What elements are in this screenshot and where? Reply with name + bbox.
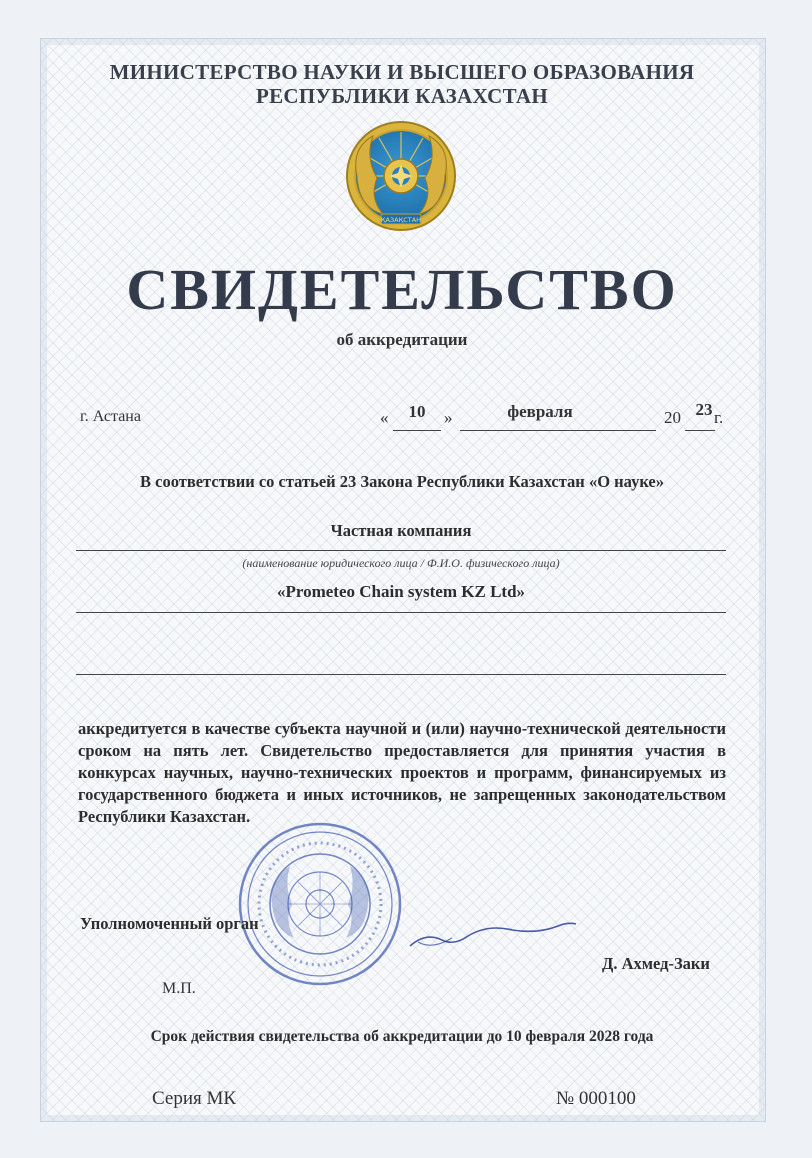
date-month: февраля (507, 402, 573, 421)
accreditation-text: аккредитуется в качестве субъекта научной и (или) научно-технической деятельности сроком на пять лет. Свидетельство предоставляется для принятия участия в конкурсах научных, научно-технических проектов и программ, финансируемых из государственного бюджета и иных источников, не запрещенных законодательством Республики Казахстан. (78, 719, 726, 826)
quote-close: » (444, 408, 453, 427)
month-underline (460, 430, 656, 431)
handwritten-signature (408, 912, 578, 960)
year-prefix: 20 (664, 408, 681, 427)
recipient-hint: (наименование юридического лица / Ф.И.О. физического лица) (242, 556, 560, 570)
date-year-suffix: 23 (695, 400, 713, 419)
certificate-number: № 000100 (556, 1088, 636, 1109)
recipient-name-underline (76, 612, 726, 613)
document-title: СВИДЕТЕЛЬСТВО (126, 257, 678, 322)
signatory-name: Д. Ахмед-Заки (602, 954, 710, 973)
date-day: 10 (408, 402, 426, 421)
recipient-type: Частная компания (330, 521, 472, 540)
recipient-name: «Prometeo Chain system KZ Ltd» (276, 582, 526, 601)
legal-basis: В соответствии со статьей 23 Закона Республики Казахстан «О науке» (139, 472, 664, 491)
official-round-stamp-icon (232, 820, 408, 988)
emblem-caption: ҚАЗАҚСТАН (380, 216, 422, 224)
authorized-body-label: Уполномоченный орган (80, 914, 259, 933)
city: г. Астана (80, 408, 141, 425)
blank-underline (76, 674, 726, 675)
day-underline (393, 430, 441, 431)
recipient-type-underline (76, 550, 726, 551)
kazakhstan-state-emblem-icon (343, 118, 459, 240)
quote-open: « (380, 408, 389, 427)
document-subtitle: об аккредитации (336, 330, 468, 349)
ministry-line-2: РЕСПУБЛИКИ КАЗАХСТАН (255, 84, 548, 108)
validity-period: Срок действия свидетельства об аккредитации до 10 февраля 2028 года (150, 1028, 654, 1045)
ministry-line-1: МИНИСТЕРСТВО НАУКИ И ВЫСШЕГО ОБРАЗОВАНИЯ (109, 60, 695, 84)
seal-place-label: М.П. (162, 980, 196, 997)
year-underline (685, 430, 715, 431)
certificate-series: Серия МК (152, 1088, 237, 1109)
year-abbr: г. (714, 408, 724, 427)
